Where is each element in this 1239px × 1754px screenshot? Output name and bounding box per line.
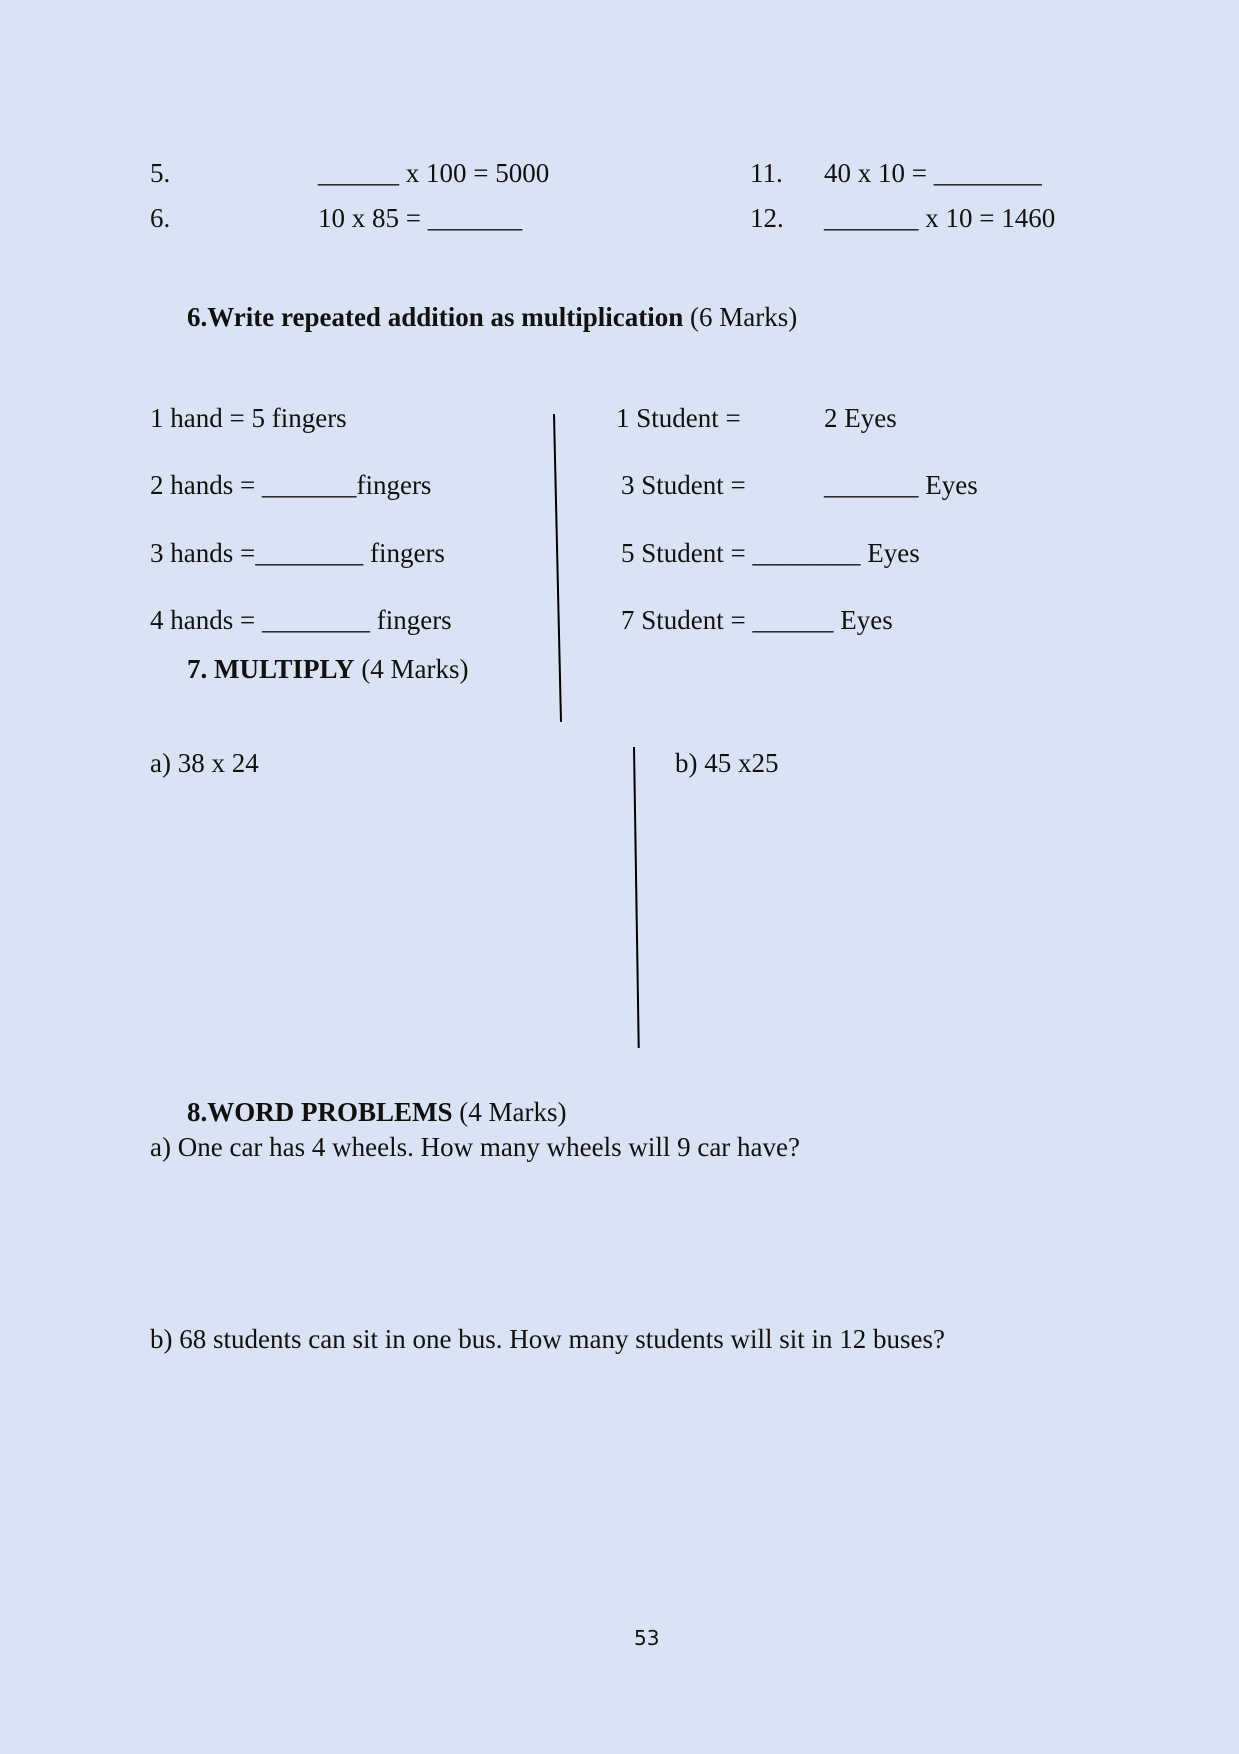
word-problem-a: a) One car has 4 wheels. How many wheels will 9 car have?: [150, 1132, 801, 1162]
hands-row-1: 1 hand = 5 fingers: [150, 403, 347, 433]
section8-heading: [187, 1096, 567, 1128]
section7-marks: (4 Marks): [354, 654, 469, 684]
q6-text: 10 x 85 = _______: [318, 203, 523, 233]
section8-marks: (4 Marks): [452, 1097, 567, 1127]
section7-heading: [187, 653, 469, 685]
q12-text: _______ x 10 = 1460: [824, 203, 1056, 233]
multiply-b: b) 45 x25: [675, 748, 779, 778]
section6-divider: [553, 414, 562, 722]
hands-row-3: 3 hands =________ fingers: [150, 538, 445, 568]
student-row-2-label: 3 Student =: [621, 470, 746, 500]
student-row-1-label: 1 Student =: [616, 403, 741, 433]
student-row-4: 7 Student = ______ Eyes: [621, 605, 893, 635]
multiply-a: a) 38 x 24: [150, 748, 259, 778]
hands-row-2: 2 hands = _______fingers: [150, 470, 432, 500]
hands-row-4: 4 hands = ________ fingers: [150, 605, 452, 635]
q6-number: 6.: [150, 203, 171, 233]
student-row-2-answer: _______ Eyes: [824, 470, 978, 500]
q11-number: 11.: [750, 158, 783, 188]
student-row-3: 5 Student = ________ Eyes: [621, 538, 920, 568]
page-number: 53: [634, 1626, 660, 1650]
section7-title: 7. MULTIPLY: [187, 654, 355, 684]
word-problem-b: b) 68 students can sit in one bus. How many students will sit in 12 buses?: [150, 1324, 945, 1354]
section6-title: 6.Write repeated addition as multiplication: [187, 302, 684, 332]
q5-number: 5.: [150, 158, 171, 188]
section6-heading: [187, 301, 797, 333]
q12-number: 12.: [750, 203, 784, 233]
section6-marks: (6 Marks): [683, 302, 798, 332]
student-row-1-answer: 2 Eyes: [824, 403, 897, 433]
q5-text: ______ x 100 = 5000: [318, 158, 550, 188]
section7-divider: [633, 747, 640, 1048]
q11-text: 40 x 10 = ________: [824, 158, 1042, 188]
section8-title: 8.WORD PROBLEMS: [187, 1097, 453, 1127]
